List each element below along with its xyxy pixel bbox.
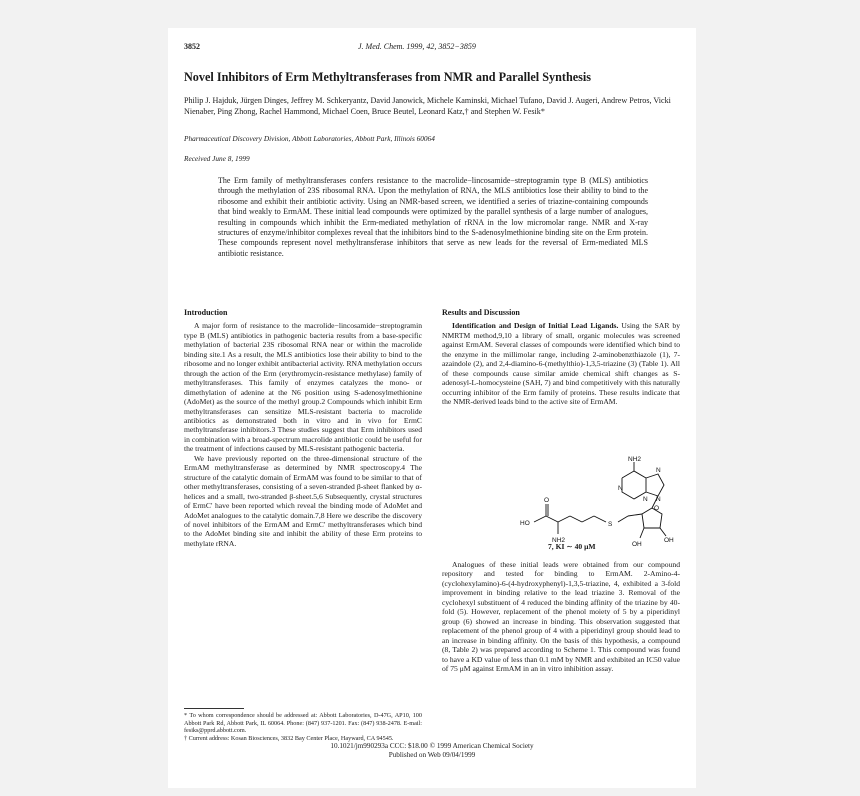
- footer-doi: 10.1021/jm990293a CCC: $18.00 © 1999 American Chemical Society: [330, 742, 534, 750]
- compound-label: 7, KI ∼ 40 μM: [548, 542, 596, 551]
- left-column: [184, 308, 422, 548]
- footnote-rule: [184, 708, 244, 709]
- abstract: The Erm family of methyltransferases confers resistance to the macrolide−lincosamide−streptogramin type B (MLS) antibiotics through the methylation of 23S ribosomal RNA. Upon the methylation of RNA, the MLS antibiotics lose their ability to bind to the ribosome and exhibit their antibiotic activity. Using an NMR-based screen, we identified a series of triazine-containing compounds that bind weakly to ErmAM. These initial lead compounds were optimized by the parallel synthesis of a large number of analogues, resulting in compounds which inhibit the Erm-mediated methylation of rRNA in the low micromolar range. NMR and X-ray structures of enzyme/inhibitor complexes reveal that the inhibitors bind to the S-adenosylmethionine binding site on the Erm protein. These compounds represent novel methyltransferase inhibitors that serve as new leads for the reversal of Erm-mediated MLS antibiotic resistance.: [218, 176, 648, 258]
- footer-published: Published on Web 09/04/1999: [388, 751, 476, 759]
- label-n3: N: [656, 467, 661, 474]
- right-column: [442, 308, 680, 407]
- section-heading-results: Results and Discussion: [442, 308, 520, 317]
- results-paragraph-1-text: Using the SAR by NMRTM method,9,10 a library of small, organic molecules was screened against ErmAM. Several classes of compounds were identified which bind to the enzyme in the millimolar range, including 2-aminobenzthiazole (1), 7-azaindole (2), and 2,4-diamino-6-(methylthio)-1,3,5-triazine (3) (Table 1). All of these compounds cause similar amide chemical shift changes as S-adenosyl-L-homocysteine (SAH, 7) and bind competitively with this naturally occurring inhibitor of the Erm family of proteins. These results indicate that the NMR-derived leads bind to the active site of ErmAM.: [442, 321, 680, 407]
- results-paragraph-1: [442, 321, 680, 406]
- section-heading-introduction: Introduction: [184, 308, 228, 317]
- footnotes: [184, 712, 422, 742]
- results-subheading: Identification and Design of Initial Lead Ligands.: [452, 321, 619, 331]
- results-paragraph-2: Analogues of these initial leads were obtained from our compound repository and tested for binding to ErmAM. 2-Amino-4-(cyclohexylamino)-6-(4-hydroxyphenyl)-1,3,5-triazine, 4, exhibited a 3-fold improvement in binding relative to the lead triazine 3. Removal of the cyclohexyl substituent of 4 reduced the binding affinity of the triazine by 40-fold (5). However, replacement of the phenol moiety of 5 by a piperidinyl group (6) showed an increase in binding. This observation suggested that replacement of the phenol group of 4 with a piperidinyl group should lead to an increase in binding affinity. On the basis of this hypothesis, a compound (8, Table 2) was prepared according to Scheme 1. This compound was found to have a KD value of less than 0.1 mM by NMR and exhibited an IC50 value of 75 μM against ErmAM in an in vitro inhibition assay.: [442, 560, 680, 673]
- journal-citation: J. Med. Chem. 1999, 42, 3852−3859: [358, 42, 476, 51]
- footnote-correspondence: * To whom correspondence should be addressed at: Abbott Laboratories, D-47G, AP10, 100 Abbott Park Rd, Abbott Park, IL 60064. Phone: (847) 937-1201. Fax: (847) 938-2478. E-mail: fesiks@pprd.abbott.com.: [184, 712, 422, 735]
- intro-paragraph-2: We have previously reported on the three-dimensional structure of the ErmAM methyltransferase as determined by NMR spectroscopy.4 The structure of the catalytic domain of ErmAM was found to be similar to that of other methyltransferases, consisting of a seven-stranded β-sheet flanked by α-helices and a small, two-stranded β-sheet.5,6 Subsequently, crystal structures of ErmC′ have been reported which reveal the binding mode of AdoMet and AdoMet analogues to the catalytic domain.7,8 Here we describe the discovery of novel inhibitors of the ErmAM and ErmC′ methyltransferases which bind to the AdoMet binding site and inhibit the ability of these Erm proteins to methylate rRNA.: [184, 453, 422, 548]
- label-s: S: [608, 521, 613, 528]
- label-carbonyl-o: O: [544, 497, 550, 504]
- page-number: 3852: [184, 42, 200, 51]
- label-n2: N: [643, 496, 648, 503]
- right-column-continued: [442, 560, 680, 673]
- footnote-current-address: † Current address: Kosan Biosciences, 3832 Bay Center Place, Hayward, CA 94545.: [184, 734, 394, 742]
- label-n1: N: [618, 485, 623, 492]
- label-oh-2: OH: [664, 537, 674, 544]
- intro-paragraph-1: A major form of resistance to the macrolide−lincosamide−streptogramin type B (MLS) antibiotics in pathogenic bacteria results from a base-specific methylation of bacterial 23S ribosomal RNA near or within the macrolide binding site.1 As a result, the MLS antibiotics lose their ability to bind to the ribosome and no longer exhibit antibacterial activity. RNA methylation occurs through the action of the Erm (erythromycin-resistance methylase) family of methyltransferases. This family of enzymes catalyzes the mono- or dimethylation of adenine at the N6 position using S-adenosylmethionine (AdoMet) as the source of the methyl group.2 Compounds which inhibit Erm methyltransferases can sensitize MLS-resistant bacteria to macrolide antibiotics as demonstrated both in vitro and in vivo for ErmC methyltransferase inhibitors.3 These studies suggest that Erm inhibitors used in combination with a broad-spectrum macrolide antibiotic could be useful for the treatment of infections caused by MLS-resistant pathogenic bacteria.: [184, 321, 422, 454]
- label-ring-o: O: [654, 505, 660, 512]
- article-title: Novel Inhibitors of Erm Methyltransferases from NMR and Parallel Synthesis: [184, 70, 592, 84]
- label-ho: HO: [520, 520, 530, 527]
- label-oh-1: OH: [632, 541, 642, 548]
- author-list: Philip J. Hajduk, Jürgen Dinges, Jeffrey M. Schkeryantz, David Janowick, Michele Kaminski, Michael Tufano, David J. Augeri, Andrew Petros, Vicki Nienaber, Ping Zhong, Rachel Hammond, Michael Coen, Bruce Beutel, Leonard Katz,† and Stephen W. Fesik*: [184, 96, 671, 116]
- label-nh2-bottom: NH2: [552, 537, 566, 544]
- label-n4: N: [656, 496, 661, 503]
- journal-page: [168, 28, 696, 788]
- received-date: Received June 8, 1999: [184, 154, 250, 163]
- label-nh2-top: NH2: [628, 456, 642, 463]
- affiliation: Pharmaceutical Discovery Division, Abbott Laboratories, Abbott Park, Illinois 60064: [184, 134, 435, 143]
- sah-chemical-structure: [494, 456, 684, 556]
